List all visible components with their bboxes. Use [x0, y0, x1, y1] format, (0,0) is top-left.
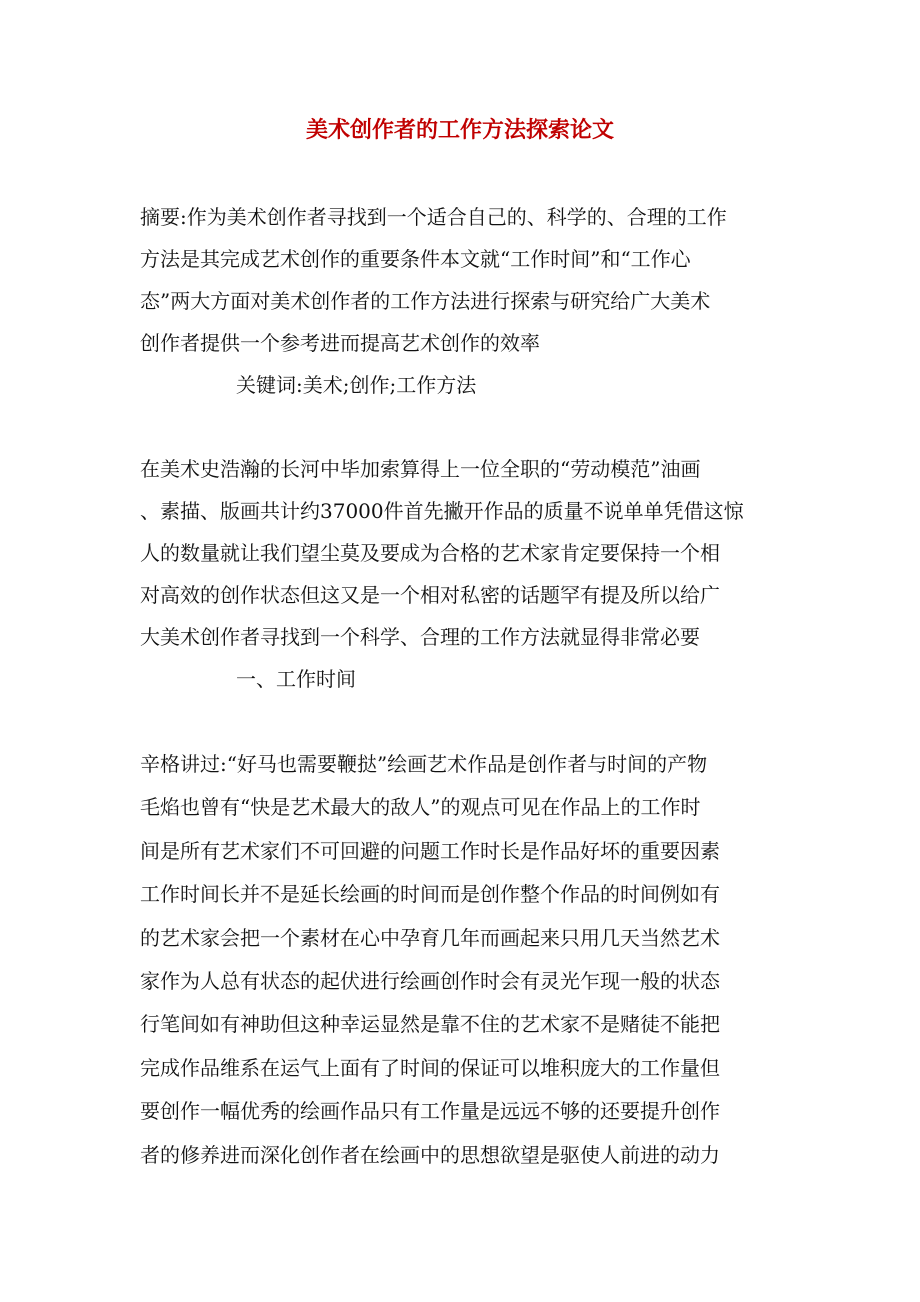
section-paragraph	[140, 743, 790, 1177]
section-line: 工作时间长并不是延长绘画的时间而是创作整个作品的时间例如有	[140, 882, 720, 907]
abstract-paragraph	[140, 196, 790, 406]
intro-line: 对高效的创作状态但这又是一个相对私密的话题罕有提及所以给广	[140, 583, 720, 607]
section-line: 家作为人总有状态的起伏进行绘画创作时会有灵光乍现一般的状态	[140, 968, 720, 993]
section-heading: 一、工作时间	[236, 667, 356, 691]
section-line: 辛格讲过:“好马也需要鞭挞”绘画艺术作品是创作者与时间的产物	[140, 752, 708, 776]
document-title: 美术创作者的工作方法探索论文	[305, 117, 614, 143]
intro-line: 大美术创作者寻找到一个科学、合理的工作方法就显得非常必要	[140, 625, 700, 649]
section-line: 间是所有艺术家们不可回避的问题工作时长是作品好坏的重要因素	[140, 838, 720, 863]
abstract-line: 创作者提供一个参考进而提高艺术创作的效率	[140, 331, 540, 355]
intro-line: 、素描、版画共计约37000件首先撇开作品的质量不说单单凭借这惊	[140, 499, 744, 523]
intro-paragraph	[140, 448, 790, 700]
section-line: 行笔间如有神助但这种幸运显然是靠不住的艺术家不是赌徒不能把	[140, 1012, 720, 1037]
section-line: 者的修养进而深化创作者在绘画中的思想欲望是驱使人前进的动力	[140, 1142, 720, 1167]
intro-line: 在美术史浩瀚的长河中毕加索算得上一位全职的“劳动模范”油画	[140, 457, 701, 481]
abstract-line: 摘要:作为美术创作者寻找到一个适合自己的、科学的、合理的工作	[140, 205, 727, 229]
section-line: 的艺术家会把一个素材在心中孕育几年而画起来只用几天当然艺术	[140, 925, 720, 950]
section-line: 毛焰也曾有“快是艺术最大的敌人”的观点可见在作品上的工作时	[140, 795, 701, 820]
section-line: 要创作一幅优秀的绘画作品只有工作量是远远不够的还要提升创作	[140, 1099, 720, 1124]
section-line: 完成作品维系在运气上面有了时间的保证可以堆积庞大的工作量但	[140, 1055, 720, 1080]
intro-line: 人的数量就让我们望尘莫及要成为合格的艺术家肯定要保持一个相	[140, 541, 720, 565]
abstract-line: 态”两大方面对美术创作者的工作方法进行探索与研究给广大美术	[140, 289, 711, 313]
abstract-line: 方法是其完成艺术创作的重要条件本文就“工作时间”和“工作心	[140, 247, 691, 271]
keywords-line: 关键词:美术;创作;工作方法	[236, 373, 477, 397]
